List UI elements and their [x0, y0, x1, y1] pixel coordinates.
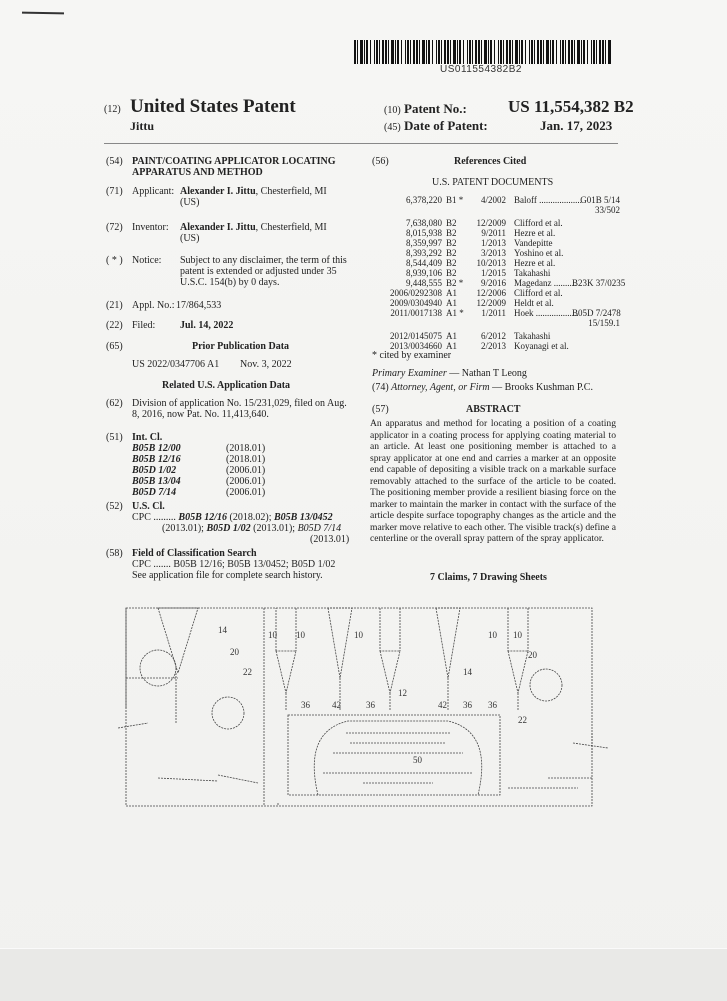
- prior-code: (65): [106, 341, 123, 352]
- uscl-version-1: (2018.02);: [227, 512, 274, 523]
- intcl-version: (2006.01): [226, 465, 266, 476]
- ref-number: 2011/0017138: [390, 308, 442, 318]
- ref-name: Heldt et al.: [514, 298, 554, 308]
- intcl-label: Int. Cl.: [132, 432, 163, 443]
- barcode-bar: [521, 40, 523, 64]
- ref-kind: B2: [446, 248, 457, 258]
- intcl-class: B05D 1/02: [132, 465, 177, 476]
- barcode-bar: [512, 40, 513, 64]
- drawing-reference-label: 20: [528, 650, 537, 660]
- ref-kind: B2: [446, 228, 457, 238]
- prior-pub-number: US 2022/0347706 A1: [132, 359, 220, 370]
- ref-number: 9,448,555: [406, 278, 442, 288]
- barcode: [354, 40, 612, 64]
- applicant-label: Applicant:: [132, 186, 175, 197]
- drawing-reference-label: 36: [301, 700, 310, 710]
- barcode-bar: [397, 40, 399, 64]
- barcode-bar: [438, 40, 440, 64]
- ref-number: 8,939,106: [406, 268, 442, 278]
- attorney-name: — Brooks Kushman P.C.: [489, 382, 593, 393]
- barcode-bar: [574, 40, 575, 64]
- uscl-version-2: (2013.01);: [162, 523, 207, 534]
- barcode-bar: [407, 40, 409, 64]
- reference-row: [372, 278, 626, 288]
- ref-number: 8,544,409: [406, 258, 442, 268]
- type-code: (12): [104, 104, 121, 115]
- ref-kind: B1 *: [446, 195, 464, 205]
- ref-date: 12/2009: [476, 218, 506, 228]
- ref-kind: B2: [446, 218, 457, 228]
- barcode-bar: [525, 40, 526, 64]
- barcode-bar: [498, 40, 499, 64]
- reference-row: [372, 258, 622, 268]
- ref-class: 15/159.1: [588, 318, 620, 328]
- drawing-reference-label: 36: [463, 700, 472, 710]
- barcode-bar: [602, 40, 604, 64]
- ref-name: Vandepitte: [514, 238, 553, 248]
- related-code: (62): [106, 398, 123, 409]
- prior-pub-date: Nov. 3, 2022: [240, 359, 292, 370]
- barcode-bar: [593, 40, 595, 64]
- ref-date: 3/2013: [480, 248, 506, 258]
- inventor-code: (72): [106, 222, 123, 233]
- barcode-bar: [370, 40, 371, 64]
- drawing-reference-label: 10: [268, 630, 277, 640]
- scan-mark: [22, 12, 64, 15]
- applicant-country: (US): [180, 197, 200, 208]
- barcode-bar: [376, 40, 378, 64]
- barcode-bar: [413, 40, 415, 64]
- notice-line-1: Subject to any disclaimer, the term of this: [180, 255, 347, 266]
- ref-kind: B2: [446, 268, 457, 278]
- ref-name: Yoshino et al.: [514, 248, 564, 258]
- reference-row: [372, 331, 622, 341]
- barcode-bar: [605, 40, 606, 64]
- filed-label: Filed:: [132, 320, 156, 331]
- uscl-version-3: (2013.01);: [250, 523, 298, 534]
- barcode-bar: [488, 40, 489, 64]
- drawing-reference-label: 42: [332, 700, 341, 710]
- ref-date: 2/2013: [480, 341, 506, 351]
- intcl-class: B05B 13/04: [132, 476, 181, 487]
- barcode-bar: [577, 40, 580, 64]
- drawing-reference-label: 10: [296, 630, 305, 640]
- prior-heading: Prior Publication Data: [192, 341, 290, 352]
- barcode-bar: [405, 40, 406, 64]
- barcode-bar: [484, 40, 487, 64]
- ref-name: Clifford et al.: [514, 288, 563, 298]
- examiner-label: Primary Examiner: [372, 368, 447, 379]
- intcl-code: (51): [106, 432, 123, 443]
- barcode-bar: [556, 40, 557, 64]
- refs-subheading: U.S. PATENT DOCUMENTS: [432, 177, 554, 188]
- barcode-bar: [515, 40, 518, 64]
- drawing-reference-label: 14: [218, 625, 227, 635]
- inventor-country: (US): [180, 233, 200, 244]
- inventor-label: Inventor:: [132, 222, 169, 233]
- barcode-bar: [591, 40, 592, 64]
- barcode-bar: [506, 40, 508, 64]
- barcode-bar: [463, 40, 464, 64]
- intcl-class: B05B 12/16: [132, 454, 181, 465]
- ref-number: 2006/0292308: [389, 288, 442, 298]
- reference-row: [372, 248, 622, 258]
- barcode-bar: [583, 40, 585, 64]
- barcode-bar: [552, 40, 554, 64]
- barcode-bar: [534, 40, 535, 64]
- claims-count: 7 Claims, 7 Drawing Sheets: [430, 572, 547, 583]
- barcode-bar: [546, 40, 549, 64]
- ref-number: 2009/0304940: [389, 298, 442, 308]
- intcl-version: (2006.01): [226, 476, 266, 487]
- barcode-text: US011554382B2: [440, 64, 522, 75]
- abstract-heading: ABSTRACT: [466, 404, 521, 415]
- scan-bottom-edge: [0, 948, 727, 1001]
- ref-name: Hoek ...................: [514, 308, 579, 318]
- barcode-bar: [428, 40, 430, 64]
- barcode-bar: [472, 40, 473, 64]
- ref-name: Hezre et al.: [514, 228, 556, 238]
- patent-no-label: Patent No.:: [404, 101, 467, 116]
- ref-number: 8,393,292: [406, 248, 442, 258]
- notice-code: ( * ): [106, 255, 123, 266]
- barcode-bar: [382, 40, 384, 64]
- uscl-class-1: B05B 12/16: [178, 512, 228, 523]
- barcode-bar: [419, 40, 420, 64]
- drawing-reference-label: 14: [463, 667, 472, 677]
- ref-number: 6,378,220: [406, 195, 442, 205]
- uscl-code: (52): [106, 501, 123, 512]
- barcode-bar: [481, 40, 482, 64]
- appl-number: 17/864,533: [176, 300, 222, 311]
- intcl-version: (2006.01): [226, 487, 266, 498]
- ref-kind: B2: [446, 238, 457, 248]
- field-label: Field of Classification Search: [132, 548, 257, 559]
- uscl-cpc: CPC .........: [132, 512, 176, 523]
- notice-label: Notice:: [132, 255, 162, 266]
- drawing-reference-label: 20: [230, 647, 239, 657]
- drawing-reference-label: 36: [488, 700, 497, 710]
- barcode-bar: [565, 40, 566, 64]
- filed-code: (22): [106, 320, 123, 331]
- ref-date: 1/2013: [480, 238, 506, 248]
- reference-row: [372, 268, 622, 278]
- field-see-line: See application file for complete search history.: [132, 570, 323, 581]
- reference-row: [372, 205, 622, 215]
- date-code: (45): [384, 122, 401, 133]
- drawing-reference-label: 12: [398, 688, 407, 698]
- barcode-bar: [374, 40, 375, 64]
- barcode-bar: [354, 40, 356, 64]
- ref-name: Koyanagi et al.: [514, 341, 569, 351]
- barcode-bar: [422, 40, 425, 64]
- vehicle-body: [314, 721, 482, 795]
- barcode-bar: [364, 40, 365, 64]
- cited-note: * cited by examiner: [372, 350, 452, 361]
- barcode-bar: [401, 40, 402, 64]
- barcode-bar: [436, 40, 437, 64]
- drawing-reference-label: 10: [513, 630, 522, 640]
- ref-class: G01B 5/14: [580, 195, 620, 205]
- ref-kind: B2: [446, 258, 457, 268]
- related-line-1: Division of application No. 15/231,029, filed on Aug.: [132, 398, 347, 409]
- barcode-bar: [509, 40, 511, 64]
- ref-date: 12/2006: [476, 288, 506, 298]
- barcode-bar: [531, 40, 533, 64]
- barcode-bar: [519, 40, 520, 64]
- notice-line-2: patent is extended or adjusted under 35: [180, 266, 337, 277]
- barcode-bar: [450, 40, 451, 64]
- barcode-bar: [457, 40, 458, 64]
- reference-row: [372, 288, 622, 298]
- ref-class: B05D 7/2478: [572, 308, 621, 318]
- barcode-bar: [560, 40, 561, 64]
- intcl-version: (2018.01): [226, 443, 266, 454]
- barcode-bar: [537, 40, 539, 64]
- ref-date: 4/2002: [480, 195, 506, 205]
- ref-name: Takahashi: [514, 331, 551, 341]
- barcode-bar: [469, 40, 471, 64]
- attorney-label: Attorney, Agent, or Firm: [391, 382, 490, 393]
- ref-kind: A1: [446, 298, 457, 308]
- references-table: [372, 195, 626, 355]
- barcode-bar: [503, 40, 504, 64]
- ref-date: 1/2011: [481, 308, 506, 318]
- refs-heading: References Cited: [454, 156, 527, 167]
- barcode-bar: [447, 40, 449, 64]
- barcode-bar: [379, 40, 380, 64]
- reference-row: [372, 218, 622, 228]
- barcode-bar: [543, 40, 544, 64]
- ref-date: 10/2013: [476, 258, 506, 268]
- related-heading: Related U.S. Application Data: [162, 380, 291, 391]
- barcode-bar: [494, 40, 495, 64]
- drawing-reference-label: 22: [518, 715, 527, 725]
- patent-type: United States Patent: [130, 96, 296, 117]
- barcode-bar: [360, 40, 363, 64]
- ref-name: Magedanz ..........: [514, 278, 577, 288]
- barcode-bar: [426, 40, 427, 64]
- ref-class: 33/502: [594, 205, 620, 215]
- notice-line-3: U.S.C. 154(b) by 0 days.: [180, 277, 280, 288]
- barcode-bar: [475, 40, 477, 64]
- drawing-reference-label: 10: [354, 630, 363, 640]
- ref-number: 8,359,997: [406, 238, 442, 248]
- barcode-bar: [366, 40, 368, 64]
- appl-code: (21): [106, 300, 123, 311]
- drawing-reference-label: 10: [488, 630, 497, 640]
- patent-number: US 11,554,382 B2: [508, 97, 634, 116]
- barcode-bar: [410, 40, 411, 64]
- drawing-reference-label: 50: [413, 755, 422, 765]
- title-code: (54): [106, 156, 123, 167]
- ref-date: 12/2009: [476, 298, 506, 308]
- ref-name: Hezre et al.: [514, 258, 556, 268]
- barcode-bar: [550, 40, 551, 64]
- ref-number: 8,015,938: [406, 228, 442, 238]
- barcode-bar: [490, 40, 492, 64]
- ref-date: 1/2015: [480, 268, 506, 278]
- intcl-class: B05B 12/00: [132, 443, 181, 454]
- field-code: (58): [106, 548, 123, 559]
- reference-row: [372, 228, 622, 238]
- inventor-name: Alexander I. Jittu: [180, 222, 256, 233]
- patent-no-code: (10): [384, 105, 401, 116]
- header-divider: [104, 143, 618, 144]
- barcode-bar: [432, 40, 433, 64]
- barcode-bar: [453, 40, 456, 64]
- reference-row: [372, 195, 622, 205]
- date-label: Date of Patent:: [404, 118, 488, 133]
- ref-name: Takahashi: [514, 268, 551, 278]
- barcode-bar: [500, 40, 502, 64]
- representative-drawing: [118, 603, 608, 808]
- ref-class: B23K 37/0235: [572, 278, 626, 288]
- ref-name: Clifford et al.: [514, 218, 563, 228]
- applicant-name: Alexander I. Jittu: [180, 186, 256, 197]
- barcode-bar: [388, 40, 389, 64]
- drawing-reference-label: 42: [438, 700, 447, 710]
- barcode-bar: [540, 40, 542, 64]
- appl-label: Appl. No.:: [132, 300, 175, 311]
- ref-date: 9/2011: [481, 228, 506, 238]
- ref-kind: A1: [446, 331, 457, 341]
- reference-row: [372, 308, 622, 318]
- barcode-bar: [441, 40, 442, 64]
- title-line-2: APPARATUS AND METHOD: [132, 167, 263, 178]
- ref-number: 7,638,080: [406, 218, 442, 228]
- ref-kind: A1: [446, 341, 457, 351]
- barcode-bar: [562, 40, 564, 64]
- applicant-location: , Chesterfield, MI: [255, 186, 327, 197]
- ref-date: 6/2012: [480, 331, 506, 341]
- barcode-bar: [444, 40, 446, 64]
- uscl-class-2: B05B 13/0452: [273, 512, 333, 523]
- intcl-version: (2018.01): [226, 454, 266, 465]
- reference-row: [372, 238, 622, 248]
- ref-number: 2013/0034660: [389, 341, 442, 351]
- patent-date: Jan. 17, 2023: [540, 118, 613, 133]
- drawing-reference-label: 36: [366, 700, 375, 710]
- intcl-class: B05D 7/14: [132, 487, 177, 498]
- ref-number: 2012/0145075: [389, 331, 442, 341]
- barcode-bar: [608, 40, 611, 64]
- uscl-class-3: B05D 1/02: [206, 523, 251, 534]
- examiner-name: — Nathan T Leong: [446, 368, 527, 379]
- reference-row: [372, 298, 622, 308]
- barcode-bar: [357, 40, 358, 64]
- abstract-code: (57): [372, 404, 389, 415]
- barcode-bar: [385, 40, 387, 64]
- barcode-bar: [581, 40, 582, 64]
- ref-kind: B2 *: [446, 278, 464, 288]
- filed-date: Jul. 14, 2022: [180, 320, 234, 331]
- barcode-bar: [467, 40, 468, 64]
- inventor-location: , Chesterfield, MI: [255, 222, 327, 233]
- barcode-bar: [395, 40, 396, 64]
- uscl-version-4: (2013.01): [310, 534, 350, 545]
- drawing-reference-label: 22: [243, 667, 252, 677]
- applicant-code: (71): [106, 186, 123, 197]
- barcode-bar: [568, 40, 570, 64]
- barcode-bar: [416, 40, 418, 64]
- barcode-bar: [596, 40, 597, 64]
- attorney-code: (74): [372, 382, 389, 393]
- inventor-short: Jittu: [130, 119, 154, 133]
- related-line-2: 8, 2016, now Pat. No. 11,413,640.: [132, 409, 269, 420]
- ref-kind: A1: [446, 288, 457, 298]
- field-cpc-line: CPC ....... B05B 12/16; B05B 13/0452; B05D 1/02: [132, 559, 336, 570]
- uscl-label: U.S. Cl.: [132, 501, 165, 512]
- ref-date: 9/2016: [480, 278, 506, 288]
- abstract-text: An apparatus and method for locating a position of a coating applicator in a coating process for applying coating material to an article. At least one positioning member is attached to a spray applicator at one end and carries a marker at an opposite end capable of depositing a visible track on a markable surface removably attached to the surface of the article to be coated. The positioning member provide a resilient biasing force on the marker to maintain the marker in contact with the surface of the article despite surface topography changes as the article and the marker move relative to each other. The visible track(s) define a centerline or the overall spray pattern of the spray applicator.: [370, 418, 616, 544]
- ref-kind: A1 *: [446, 308, 464, 318]
- barcode-bar: [599, 40, 601, 64]
- barcode-bar: [587, 40, 588, 64]
- barcode-bar: [391, 40, 394, 64]
- barcode-bar: [478, 40, 480, 64]
- refs-code: (56): [372, 156, 389, 167]
- barcode-bar: [529, 40, 530, 64]
- title-line-1: PAINT/COATING APPLICATOR LOCATING: [132, 156, 336, 167]
- ref-name: Baloff ...................: [514, 195, 582, 205]
- uscl-class-4: B05D 7/14: [297, 523, 342, 534]
- barcode-bar: [459, 40, 461, 64]
- reference-row: [372, 318, 622, 328]
- barcode-bar: [571, 40, 573, 64]
